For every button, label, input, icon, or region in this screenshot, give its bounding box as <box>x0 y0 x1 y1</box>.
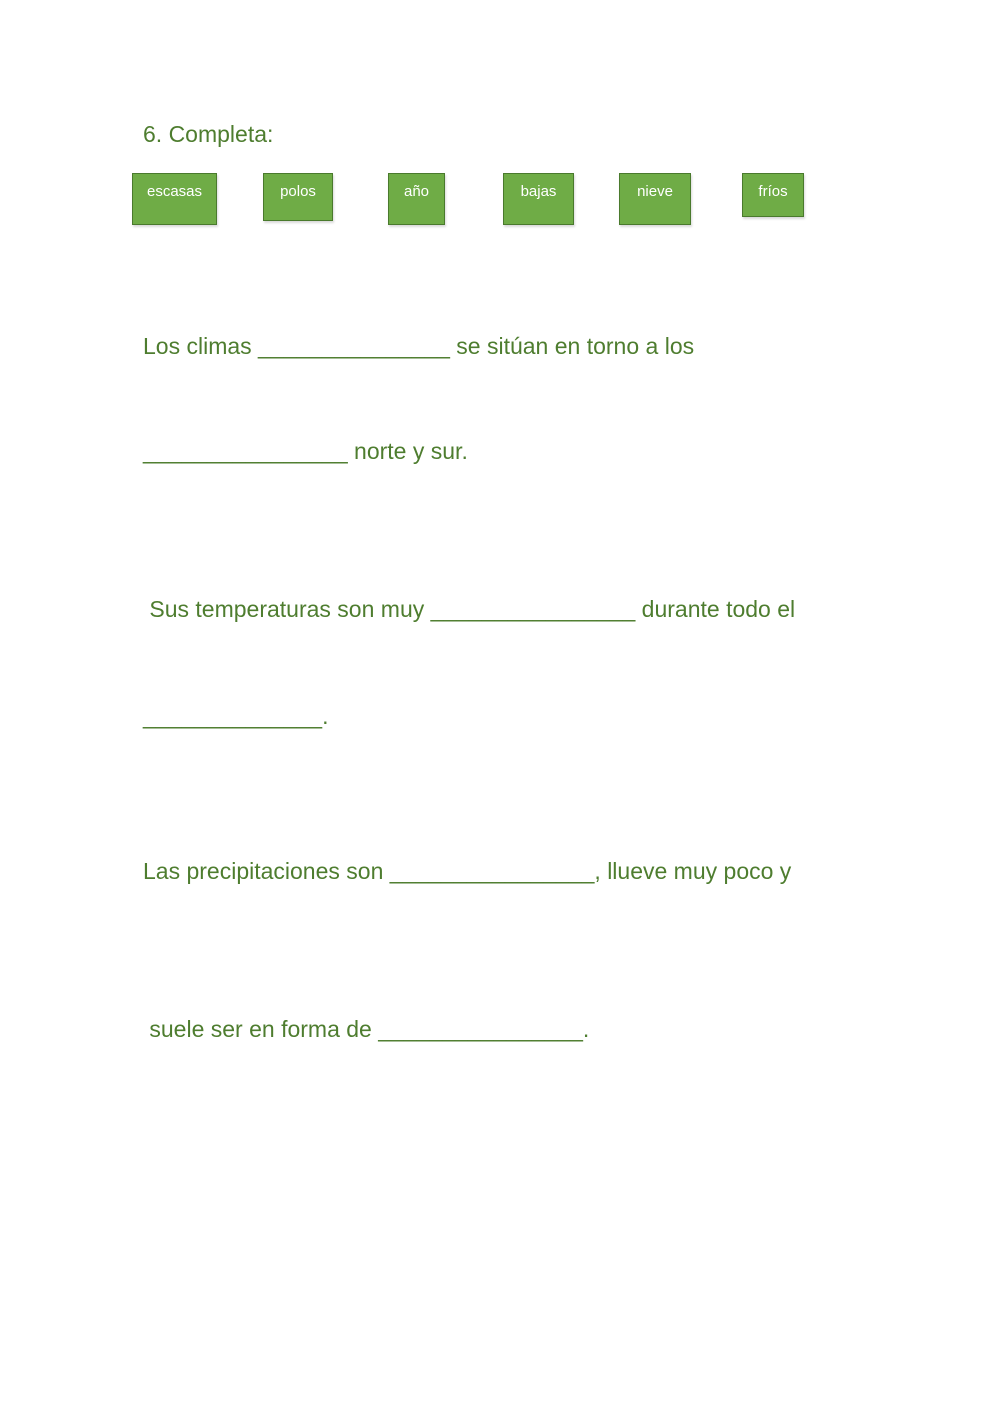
word-chip-ano[interactable]: año <box>388 173 445 225</box>
word-chip-nieve[interactable]: nieve <box>619 173 691 225</box>
word-chip-escasas[interactable]: escasas <box>132 173 217 225</box>
sentence-line-4: ______________. <box>143 703 329 729</box>
sentence-line-5: Las precipitaciones son ________________, llueve muy poco y <box>143 858 792 884</box>
exercise-title: 6. Completa: <box>143 121 274 147</box>
sentence-line-1: Los climas _______________ se sitúan en torno a los <box>143 333 695 359</box>
word-chip-frios[interactable]: fríos <box>742 173 804 217</box>
sentence-line-3: Sus temperaturas son muy ________________ durante todo el <box>143 596 796 622</box>
word-chip-bajas[interactable]: bajas <box>503 173 574 225</box>
sentence-line-2: ________________ norte y sur. <box>143 438 468 464</box>
sentence-line-6: suele ser en forma de ________________. <box>143 1016 590 1042</box>
word-chip-polos[interactable]: polos <box>263 173 333 221</box>
